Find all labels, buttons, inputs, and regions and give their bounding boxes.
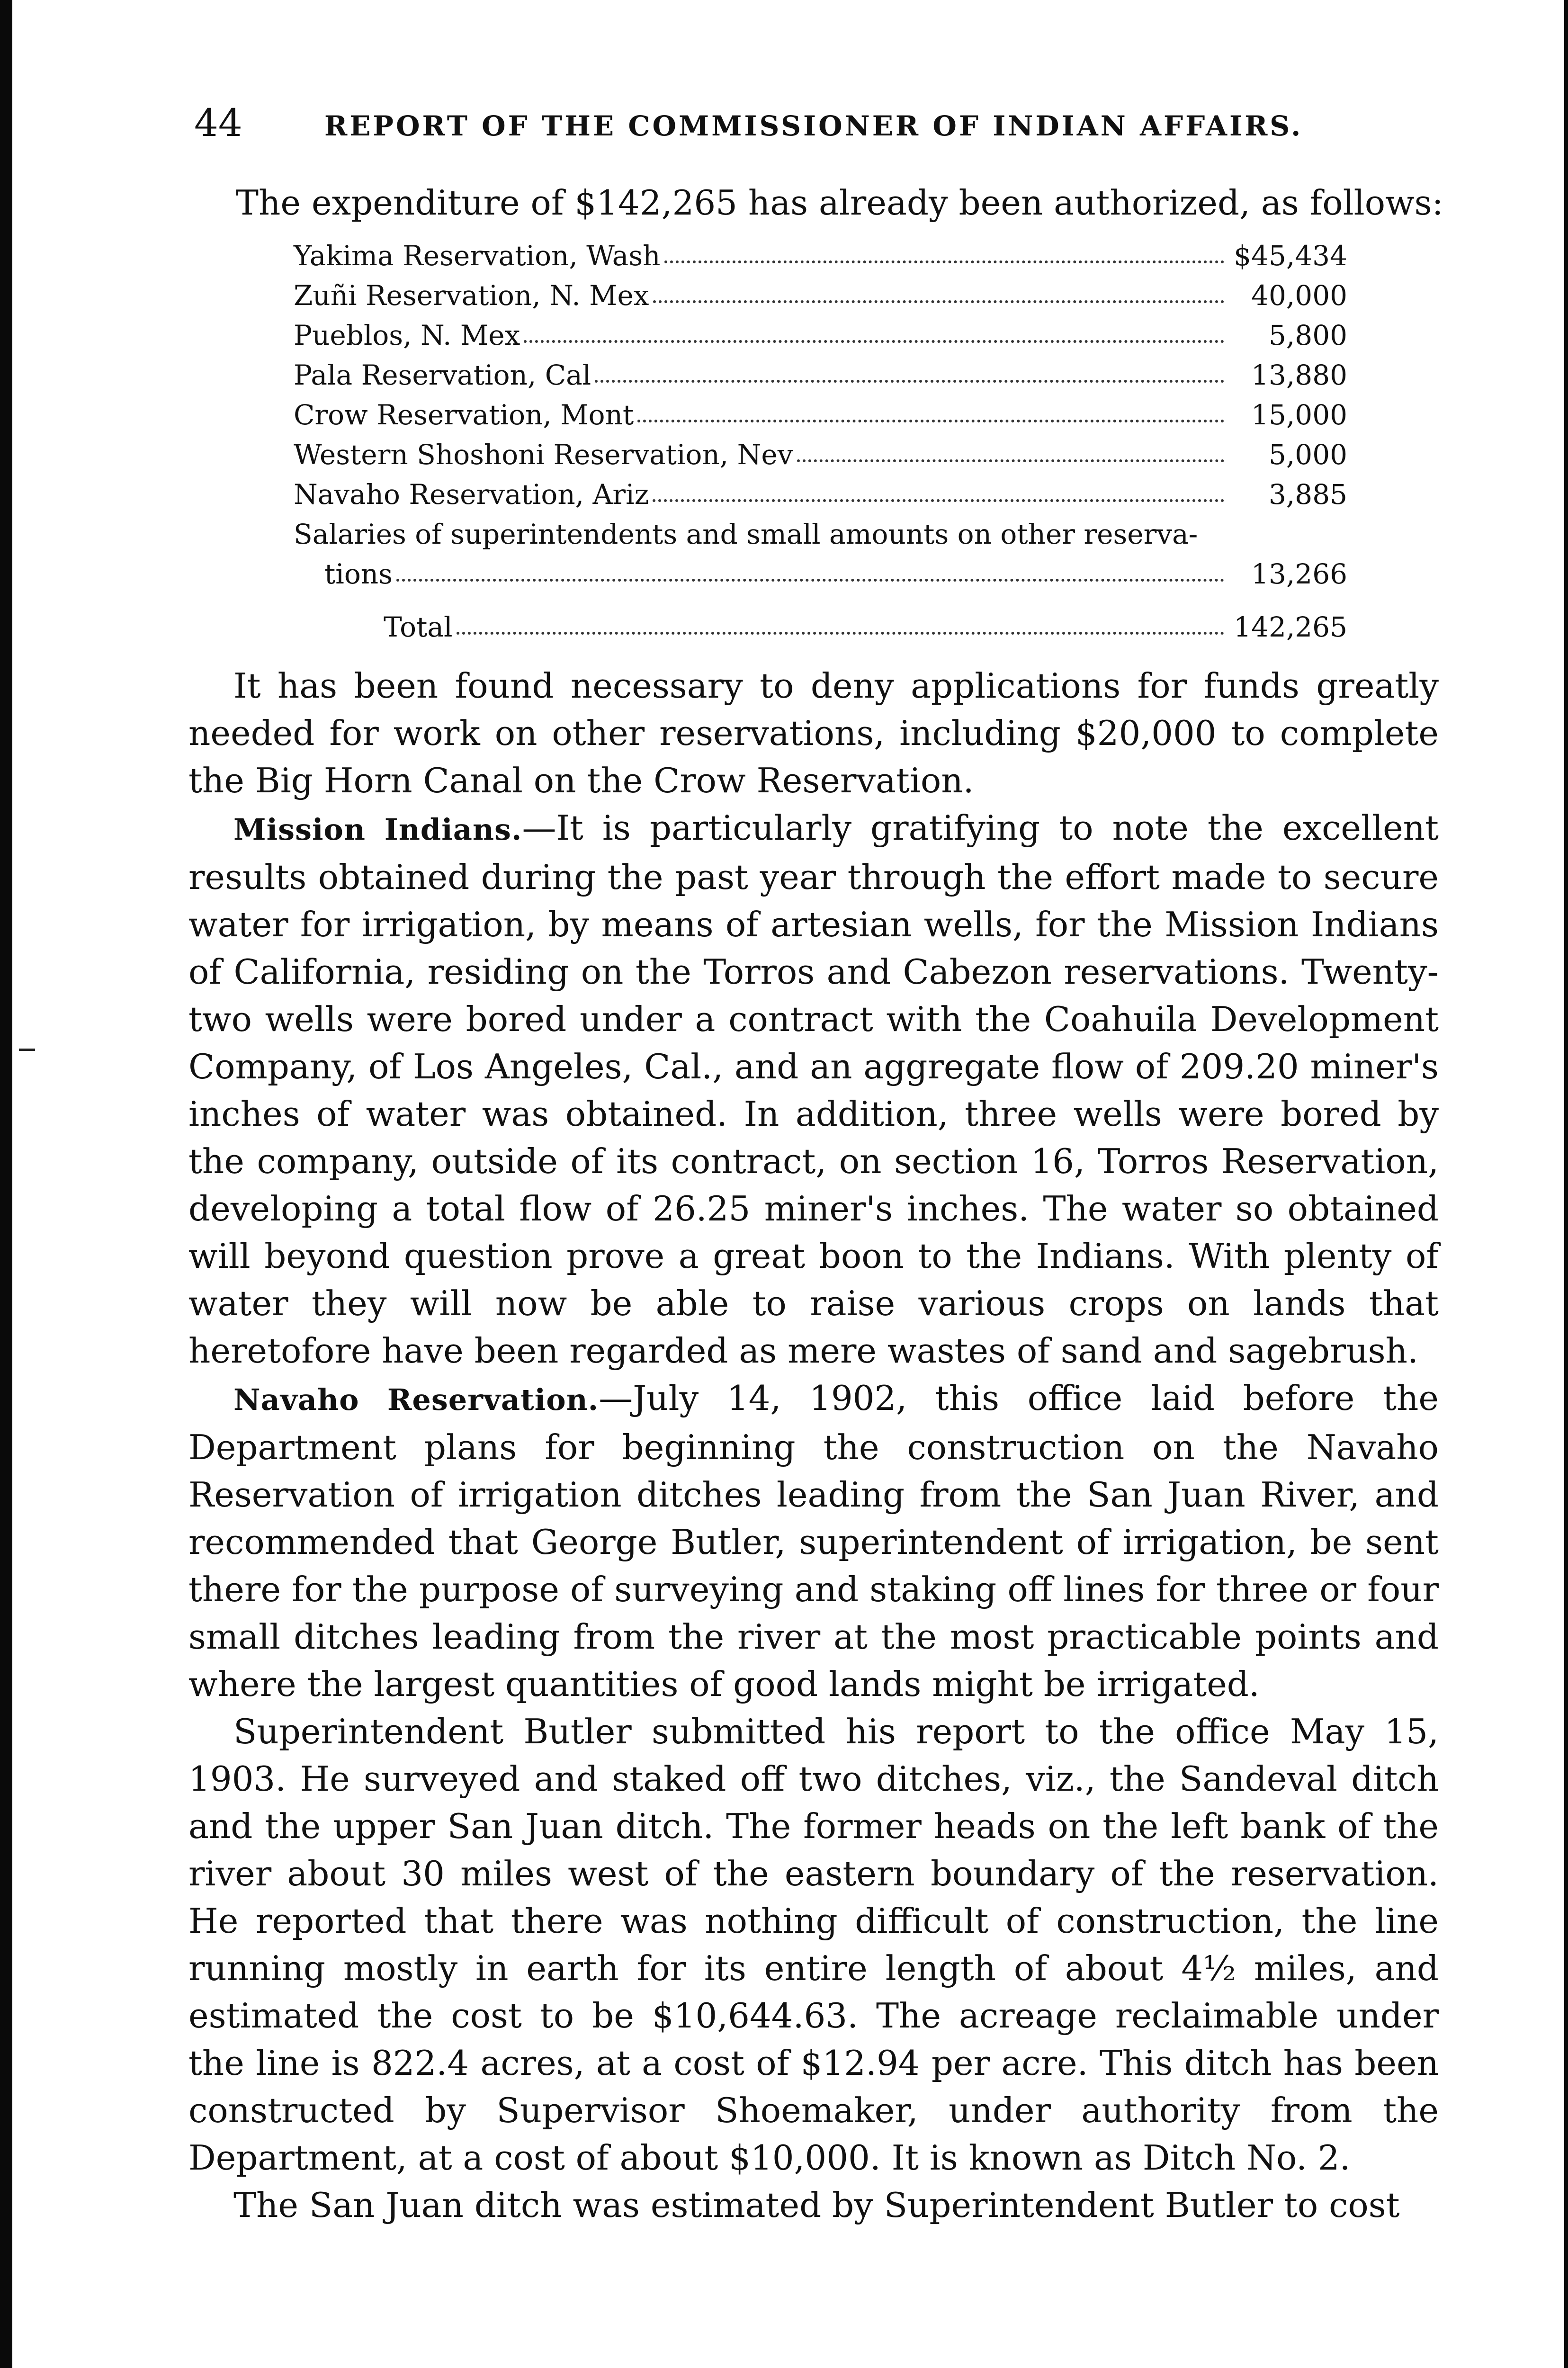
expenditure-amount: 15,000 — [1251, 399, 1347, 431]
leader-dots — [664, 260, 1224, 263]
expenditure-label — [294, 514, 1224, 554]
paragraph-funds-denied: It has been found necessary to deny applications for funds greatly needed for work on other reservations, including $20,000 to complete the Big Horn Canal on the Crow Reservation. — [188, 666, 1439, 800]
total-amount: 142,265 — [1234, 611, 1347, 643]
leader-dots — [653, 300, 1225, 303]
running-head: REPORT OF THE COMMISSIONER OF INDIAN AFFAIRS. — [324, 110, 1303, 142]
expenditure-amount: $45,434 — [1234, 240, 1347, 272]
leader-dots — [396, 578, 1224, 582]
section-heading-mission-indians: Mission Indians. — [233, 812, 522, 847]
expenditure-total-row — [294, 594, 1347, 647]
salaries-label-line2: tions — [324, 558, 393, 590]
expenditure-label: Crow Reservation, Mont — [294, 399, 634, 431]
expenditure-table — [294, 236, 1347, 647]
total-label: Total — [384, 611, 453, 643]
leader-dots — [637, 419, 1224, 422]
scan-border-left — [0, 0, 12, 2368]
mission-indians-text: —It is particularly gratifying to note the excellent results obtained during the past year through the effort made to secure water for irrigation, by means of artesian wells, for the Mission Indians of California, residing on the Torros and Cabezon reservations. Twenty-two wells were bored under a contract with the Coahuila Development Company, of Los Angeles, Cal., and an aggregate flow of 209.20 miner's inches of water was obtained. In addition, three wells were bored by the company, outside of its contract, on section 16, Torros Reservation, developing a total flow of 26.25 miner's inches. The water so obtained will beyond question prove a great boon to the Indians. With plenty of water they will now be able to raise various crops on lands that heretofore have been regarded as mere wastes of sand and sagebrush. — [188, 808, 1439, 1371]
expenditure-amount: 13,880 — [1251, 359, 1347, 391]
page-number: 44 — [194, 101, 242, 145]
expenditure-row-salaries — [294, 514, 1347, 554]
expenditure-label: Pueblos, N. Mex — [294, 319, 520, 351]
leader-dots — [653, 499, 1224, 502]
paragraph-navaho-reservation — [188, 1374, 1439, 1708]
expenditure-row-salaries-cont — [294, 554, 1347, 594]
expenditure-row — [294, 395, 1347, 435]
expenditure-label: Western Shoshoni Reservation, Nev — [294, 439, 793, 471]
expenditure-amount: 5,800 — [1268, 319, 1347, 351]
section-heading-navaho-reservation: Navaho Reservation. — [233, 1382, 599, 1417]
page-header — [194, 99, 1444, 152]
expenditure-amount: 3,885 — [1268, 478, 1347, 511]
expenditure-row — [294, 355, 1347, 395]
expenditure-label: Zuñi Reservation, N. Mex — [294, 279, 649, 312]
expenditure-rows — [294, 236, 1347, 514]
paragraph-mission-indians — [188, 804, 1439, 1374]
paragraph-san-juan-ditch: The San Juan ditch was estimated by Superintendent Butler to cost — [233, 2185, 1400, 2225]
expenditure-row — [294, 315, 1347, 355]
salaries-label-line1: Salaries of superintendents and small amounts on other reserva- — [294, 518, 1198, 550]
page-body — [188, 179, 1443, 2229]
expenditure-row — [294, 435, 1347, 475]
expenditure-intro: The expenditure of $142,265 has already been authorized, as follows: — [236, 183, 1443, 223]
leader-dots — [457, 631, 1224, 635]
leader-dots — [595, 379, 1224, 383]
navaho-reservation-text: —July 14, 1902, this office laid before the Department plans for beginning the construction on the Navaho Reservation of irrigation ditches leading from the San Juan River, and recommended that George Butler, superintendent of irrigation, be sent there for the purpose of surveying and staking off lines for three or four small ditches leading from the river at the most practicable points and where the largest quantities of good lands might be irrigated. — [188, 1378, 1439, 1704]
margin-mark — [19, 1049, 35, 1051]
leader-dots — [797, 459, 1224, 462]
expenditure-row — [294, 276, 1347, 315]
expenditure-amount: 40,000 — [1251, 279, 1347, 312]
expenditure-label: Pala Reservation, Cal — [294, 359, 591, 391]
expenditure-label: Navaho Reservation, Ariz — [294, 478, 649, 511]
expenditure-amount: 5,000 — [1268, 439, 1347, 471]
expenditure-row — [294, 236, 1347, 276]
leader-dots — [524, 340, 1224, 343]
scan-border-right — [1564, 0, 1568, 2368]
salaries-amount: 13,266 — [1251, 558, 1347, 590]
expenditure-label: Yakima Reservation, Wash — [294, 240, 661, 272]
paragraph-butler-report: Superintendent Butler submitted his report to the office May 15, 1903. He surveyed and staked off two ditches, viz., the Sandeval ditch and the upper San Juan ditch. The former heads on the left bank of the river about 30 miles west of the eastern boundary of the reservation. He reported that there was nothing difficult of construction, the line running mostly in earth for its entire length of about 4½ miles, and estimated the cost to be $10,644.63. The acreage reclaimable under the line is 822.4 acres, at a cost of $12.94 per acre. This ditch has been constructed by Supervisor Shoemaker, under authority from the Department, at a cost of about $10,000. It is known as Ditch No. 2. — [188, 1712, 1439, 2178]
expenditure-row — [294, 475, 1347, 514]
